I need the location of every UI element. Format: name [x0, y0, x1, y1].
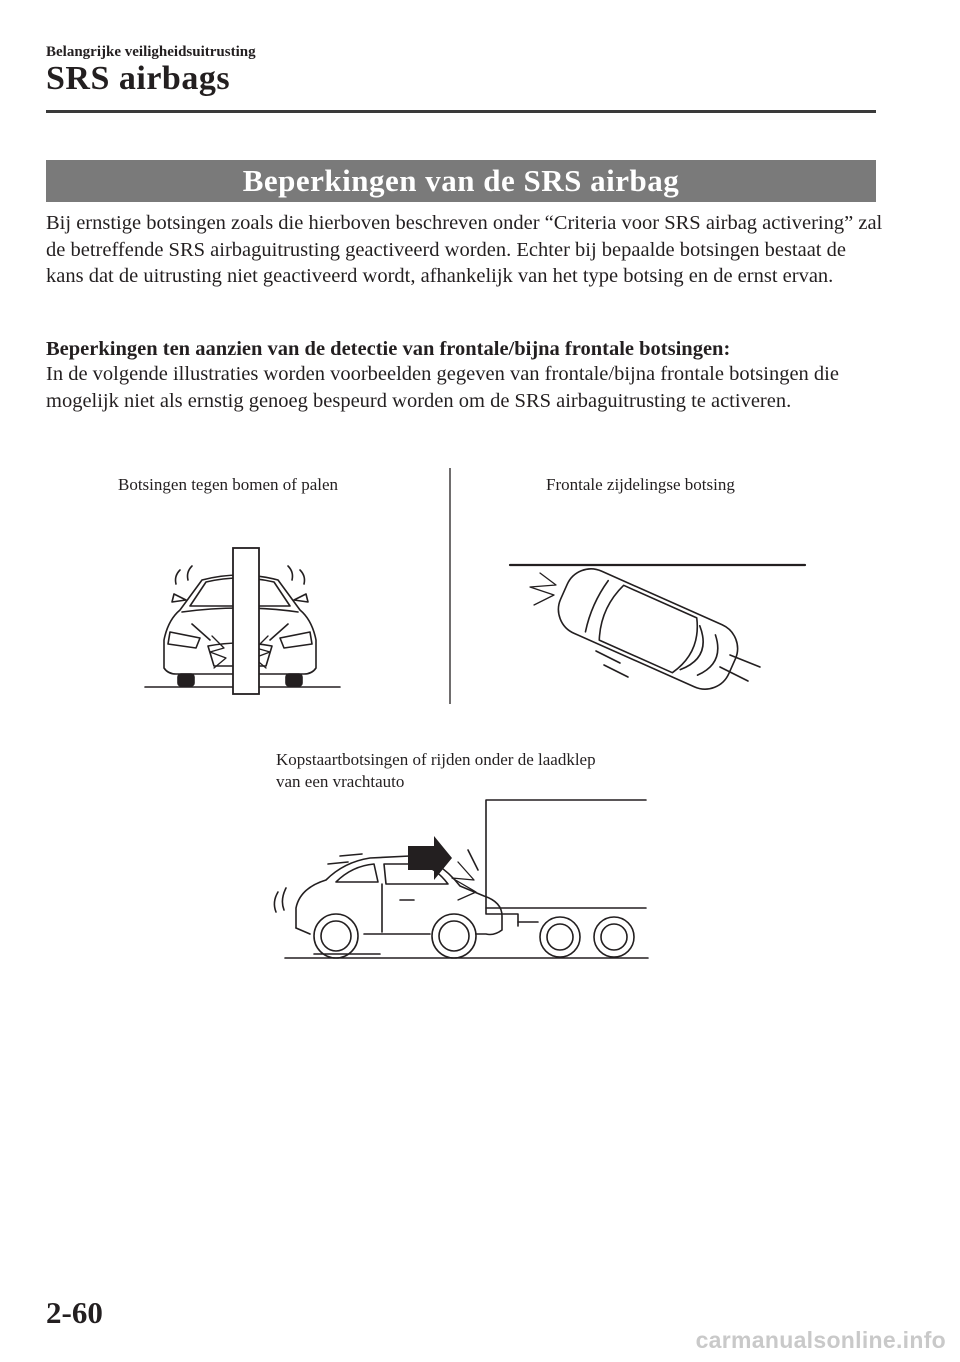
pole-collision-illustration [140, 540, 345, 700]
intro-paragraph: Bij ernstige botsingen zoals die hierboven beschreven onder “Criteria voor SRS airbag activering” zal de betreffende SRS airbaguitrusting geactiveerd worden. Echter bij bepaalde botsingen bestaat de kans dat de uitrusting niet geactiveerd wordt, afhankelijk van het type botsing en de ernst ervan. [46, 212, 883, 287]
page-number: 2-60 [46, 1295, 103, 1330]
caption-rear-underride [276, 749, 596, 793]
section-title-banner: Beperkingen van de SRS airbag [46, 160, 876, 202]
figure-divider [448, 468, 452, 704]
direction-arrow-icon [408, 836, 452, 880]
chapter-title: SRS airbags [46, 60, 231, 97]
caption-rear-line1: Kopstaartbotsingen of rijden onder de laadklep [276, 750, 596, 769]
rear-underride-illustration [270, 796, 650, 962]
caption-rear-line2: van een vrachtauto [276, 772, 405, 791]
watermark: carmanualsonline.info [695, 1327, 946, 1353]
section-label: Belangrijke veiligheidsuitrusting [46, 44, 256, 60]
header-divider [46, 110, 876, 113]
caption-trees-poles: Botsingen tegen bomen of palen [118, 475, 339, 494]
subheading: Beperkingen ten aanzien van de detectie van frontale/bijna frontale botsingen: [46, 338, 731, 360]
caption-frontal-side: Frontale zijdelingse botsing [546, 475, 735, 494]
frontal-side-collision-illustration [500, 555, 810, 695]
sub-paragraph: In de volgende illustraties worden voorbeelden gegeven van frontale/bijna frontale botsingen die mogelijk niet als ernstig genoeg bespeurd worden om de SRS airbaguitrusting te activeren. [46, 363, 839, 412]
